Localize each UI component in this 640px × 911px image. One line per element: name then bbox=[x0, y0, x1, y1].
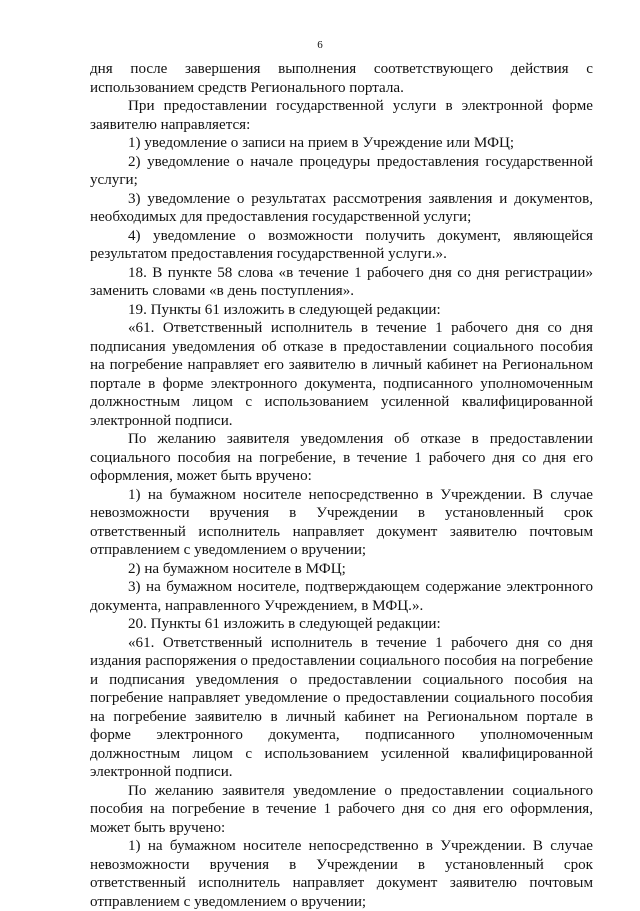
list-item: 1) уведомление о записи на прием в Учреждение или МФЦ; bbox=[128, 135, 515, 151]
paragraph: 19. Пункты 61 изложить в следующей редакции: bbox=[128, 301, 441, 318]
list-item: 2) на бумажном носителе в МФЦ; bbox=[128, 560, 346, 577]
paragraph: При предоставлении государственной услуги в электронной форме заявителю направляется: bbox=[90, 98, 593, 133]
document-body bbox=[90, 60, 593, 911]
list-item: 3) уведомление о результатах рассмотрения заявления и документов, необходимых для предоставления государственной услуги; bbox=[90, 190, 593, 225]
list-item: 2) уведомление о начале процедуры предоставления государственной услуги; bbox=[90, 153, 593, 188]
paragraph: По желанию заявителя уведомления об отказе в предоставлении социального пособия на погребение, в течение 1 рабочего дня со дня его оформления, может быть вручено: bbox=[90, 431, 593, 484]
list-item: 1) на бумажном носителе непосредственно в Учреждении. В случае невозможности вручения в Учреждении в установленный срок ответственный исполнитель направляет документ заявителю почтовым отправлением с уведомлением о вручении; bbox=[90, 838, 593, 910]
list-item: 1) на бумажном носителе непосредственно в Учреждении. В случае невозможности вручения в Учреждении в установленный срок ответственный исполнитель направляет документ заявителю почтовым отправлением с уведомлением о вручении; bbox=[90, 486, 593, 558]
paragraph: «61. Ответственный исполнитель в течение 1 рабочего дня со дня издания распоряжения о предоставлении социального пособия на погребение и подписания уведомления о предоставлении социального пособия на погребение направляет уведомление о предоставлении социального пособия на погребение заявителю в личный кабинет на Региональном портале в форме электронного документа, подписанного уполномоченным должностным лицом с использованием усиленной квалифицированной электронной подписи. bbox=[90, 634, 593, 780]
paragraph: По желанию заявителя уведомление о предоставлении социального пособия на погребение в течение 1 рабочего дня со дня его оформления, может быть вручено: bbox=[90, 782, 593, 836]
list-item: 4) уведомление о возможности получить документ, являющейся результатом предоставления государственной услуги.». bbox=[90, 227, 593, 262]
paragraph: дня после завершения выполнения соответствующего действия с использованием средств Регионального портала. bbox=[90, 61, 593, 96]
paragraph: «61. Ответственный исполнитель в течение 1 рабочего дня со дня подписания уведомления об отказе в предоставлении социального пособия на погребение направляет его заявителю в личный кабинет на Региональном портале в форме электронного документа, подписанного уполномоченным должностным лицом с использованием усиленной квалифицированной электронной подписи. bbox=[90, 320, 593, 429]
paragraph: 20. Пункты 61 изложить в следующей редакции: bbox=[128, 616, 441, 632]
list-item: 3) на бумажном носителе, подтверждающем содержание электронного документа, направленного Учреждением, в МФЦ.». bbox=[90, 579, 593, 614]
paragraph: 18. В пункте 58 слова «в течение 1 рабочего дня со дня регистрации» заменить словами «в день поступления». bbox=[90, 264, 593, 299]
page-number: 6 bbox=[317, 39, 323, 51]
